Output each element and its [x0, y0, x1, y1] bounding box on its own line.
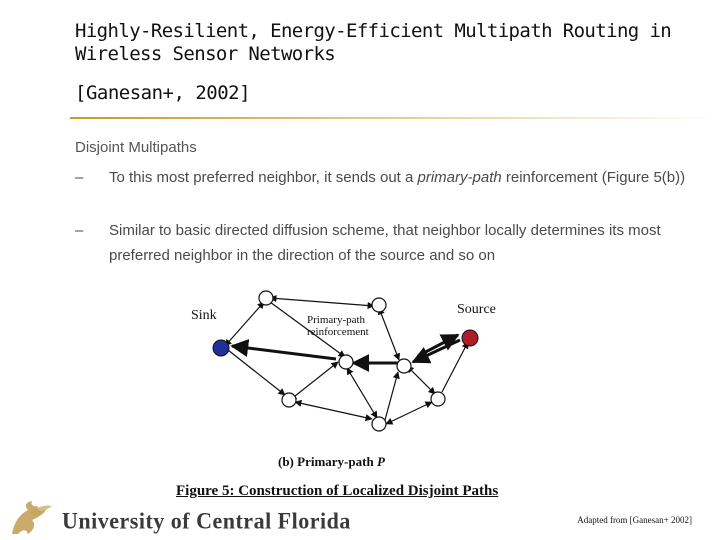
sensor-node — [431, 392, 445, 406]
pegasus-logo-icon — [6, 498, 58, 538]
edge — [347, 368, 377, 418]
primary-path-edge — [418, 335, 458, 356]
bullet-text: To this most preferred neighbor, it sends out a primary-path reinforcement (Figure 5(b)) — [109, 169, 686, 186]
edge — [228, 350, 285, 395]
reinforcement-label-line1: Primary-path — [307, 314, 366, 326]
emphasis-term: primary-path — [417, 169, 502, 186]
sensor-node — [397, 359, 411, 373]
figure-caption: Figure 5: Construction of Localized Disjoint Paths — [176, 483, 499, 499]
sink-label: Sink — [191, 308, 217, 323]
ucf-wordmark: University of Central Florida — [62, 507, 351, 534]
path-symbol: P — [376, 454, 385, 469]
figure-subcaption: (b) Primary-path P — [278, 454, 385, 469]
sensor-node — [282, 393, 296, 407]
reinforcement-label — [307, 314, 369, 338]
edge — [270, 298, 374, 306]
edge — [379, 308, 399, 360]
primary-path-edge — [413, 340, 460, 362]
bullet-marker: – — [75, 222, 84, 239]
bullet-text: Similar to basic directed diffusion scheme, that neighbor locally determines its most preferred neighbor in the direction of the source and so on — [109, 222, 661, 264]
reinforcement-label-line2: reinforcement — [307, 326, 369, 338]
edge — [386, 402, 432, 424]
edge — [407, 366, 435, 394]
citation: [Ganesan+, 2002] — [75, 82, 251, 104]
sensor-node — [372, 298, 386, 312]
edge — [225, 302, 264, 346]
section-heading: Disjoint Multipaths — [75, 139, 197, 156]
edge — [290, 362, 338, 400]
attribution: Adapted from [Ganesan+ 2002] — [577, 515, 692, 525]
sensor-node — [339, 355, 353, 369]
primary-path-edge — [232, 346, 336, 359]
slide-title: Highly-Resilient, Energy-Efficient Multipath Routing in Wireless Sensor Networks — [75, 20, 672, 65]
source-node — [462, 330, 478, 346]
source-label: Source — [457, 302, 496, 317]
edge — [442, 342, 468, 392]
sensor-node — [372, 417, 386, 431]
bullet-marker: – — [75, 169, 84, 186]
edge — [295, 402, 372, 419]
sink-node — [213, 340, 229, 356]
edge — [385, 372, 398, 420]
sensor-node — [259, 291, 273, 305]
